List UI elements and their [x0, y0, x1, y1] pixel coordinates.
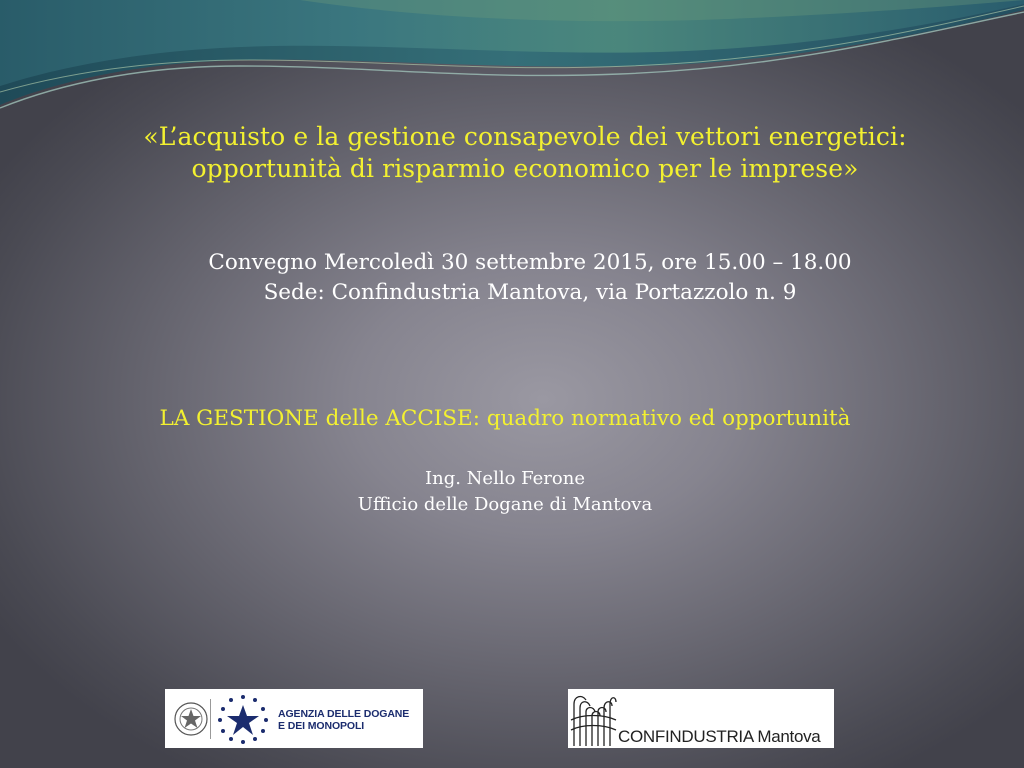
confindustria-name: CONFINDUSTRIA Mantova — [618, 727, 821, 746]
speaker-name: Ing. Nello Ferone — [425, 468, 585, 489]
speaker-info — [40, 466, 970, 518]
event-date-line: Convegno Mercoledì 30 settembre 2015, ore 15.00 – 18.00 — [208, 250, 852, 275]
slide-title — [90, 121, 960, 185]
confindustria-mantova-logo — [568, 689, 834, 748]
confindustria-emblem-icon — [568, 690, 618, 748]
header-wave-decoration — [0, 0, 1024, 130]
agenzia-name-line-1: AGENZIA DELLE DOGANE — [278, 708, 410, 720]
italian-emblem-icon — [171, 696, 211, 742]
title-line-1: «L’acquisto e la gestione consapevole dei vettori energetici: — [143, 122, 907, 151]
event-info — [100, 248, 960, 308]
speaker-office: Ufficio delle Dogane di Mantova — [357, 494, 653, 515]
agenzia-name — [278, 708, 409, 732]
eu-stars-icon — [211, 691, 275, 747]
event-venue-line: Sede: Confindustria Mantova, via Portazzolo n. 9 — [263, 280, 797, 305]
title-line-2: opportunità di risparmio economico per le imprese» — [191, 154, 859, 183]
agenzia-name-line-2: E DEI MONOPOLI — [278, 720, 365, 732]
agenzia-dogane-logo — [165, 689, 423, 748]
talk-title: LA GESTIONE delle ACCISE: quadro normativo ed opportunità — [159, 406, 851, 431]
